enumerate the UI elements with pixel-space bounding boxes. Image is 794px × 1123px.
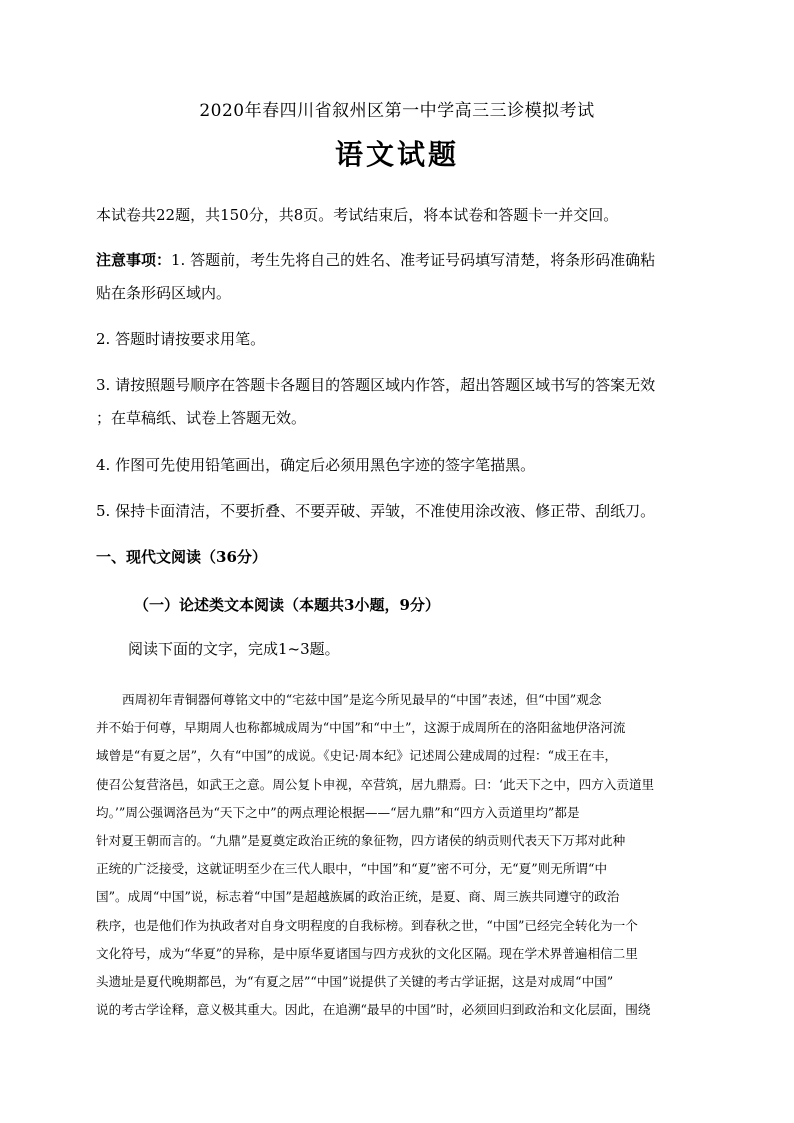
- note3-line2: ；在草稿纸、试卷上答题无效。: [96, 409, 307, 427]
- section-subheading: （一）论述类文本阅读（本题共3小题，9分）: [134, 596, 440, 614]
- exam-name: 2020年春四川省叙州区第一中学高三三诊模拟考试: [199, 101, 595, 121]
- section-heading: 一、现代文阅读（36分）: [96, 548, 267, 566]
- note1-line2: 贴在条形码区域内。: [96, 284, 232, 302]
- passage-line: 头遗址是夏代晚期都邑，为“有夏之居”“中国”说提供了关键的考古学证据，这是对成周“中国”: [96, 974, 614, 990]
- exam-intro: 本试卷共22题，共150分，共8页。考试结束后，将本试卷和答题卡一并交回。: [96, 206, 619, 224]
- notes-label: 注意事项：: [96, 251, 172, 269]
- reading-passage: [96, 686, 698, 1024]
- passage-line: 秩序，也是他们作为执政者对自身文明程度的自我标榜。到春秋之世，“中国”已经完全转化为一个: [96, 917, 638, 933]
- passage-line: 均。’”周公强调洛邑为“天下之中”的两点理论根据——“居九鼎”和“四方入贡道里均”都是: [96, 804, 580, 820]
- passage-line: 西周初年青铜器何尊铭文中的“宅兹中国”是迄今所见最早的“中国”表述，但“中国”观念: [122, 692, 602, 707]
- passage-line: 使召公复营洛邑，如武王之意。周公复卜申视，卒营筑，居九鼎焉。曰：‘此天下之中，四方入贡道里: [96, 776, 655, 792]
- note4: 4. 作图可先使用铅笔画出，确定后必须用黑色字迹的签字笔描黑。: [96, 456, 536, 474]
- passage-line: 针对夏王朝而言的。“九鼎”是夏奠定政治正统的象征物，四方诸侯的纳贡则代表天下万邦对此种: [96, 833, 626, 849]
- passage-line: 域曾是“有夏之居”，久有“中国”的成说。《史记·周本纪》记述周公建成周的过程：“成王在丰，: [96, 748, 618, 764]
- passage-line: 国”。成周“中国”说，标志着“中国”是超越族属的政治正统，是夏、商、周三族共同遵守的政治: [96, 889, 620, 905]
- note1-text: 1. 答题前，考生先将自己的姓名、准考证号码填写清楚，将条形码准确粘: [171, 251, 656, 269]
- note5: 5. 保持卡面清洁，不要折叠、不要弄破、弄皱，不准使用涂改液、修正带、刮纸刀。: [96, 502, 656, 520]
- passage-line: 正统的广泛接受，这就证明至少在三代人眼中，“中国”和“夏”密不可分，无“夏”则无所谓“中: [96, 861, 608, 877]
- note3-line1: 3. 请按照题号顺序在答题卡各题目的答题区域内作答，超出答题区域书写的答案无效: [96, 376, 656, 394]
- reading-prompt: 阅读下面的文字，完成1~3题。: [128, 640, 340, 658]
- note1-line1: [96, 249, 698, 270]
- passage-line: 并不始于何尊，早期周人也称都城成周为“中国”和“中土”，这源于成周所在的洛阳盆地伊洛河流: [96, 720, 626, 736]
- note2: 2. 答题时请按要求用笔。: [96, 330, 266, 348]
- passage-line: 说的考古学诠释，意义极其重大。因此，在追溯“最早的中国”时，必须回归到政治和文化层面，围绕: [96, 1002, 651, 1018]
- passage-line: 文化符号，成为“华夏”的异称，是中原华夏诸国与四方戎狄的文化区隔。现在学术界普遍相信二里: [96, 945, 638, 961]
- subject-title: 语文试题: [334, 138, 459, 171]
